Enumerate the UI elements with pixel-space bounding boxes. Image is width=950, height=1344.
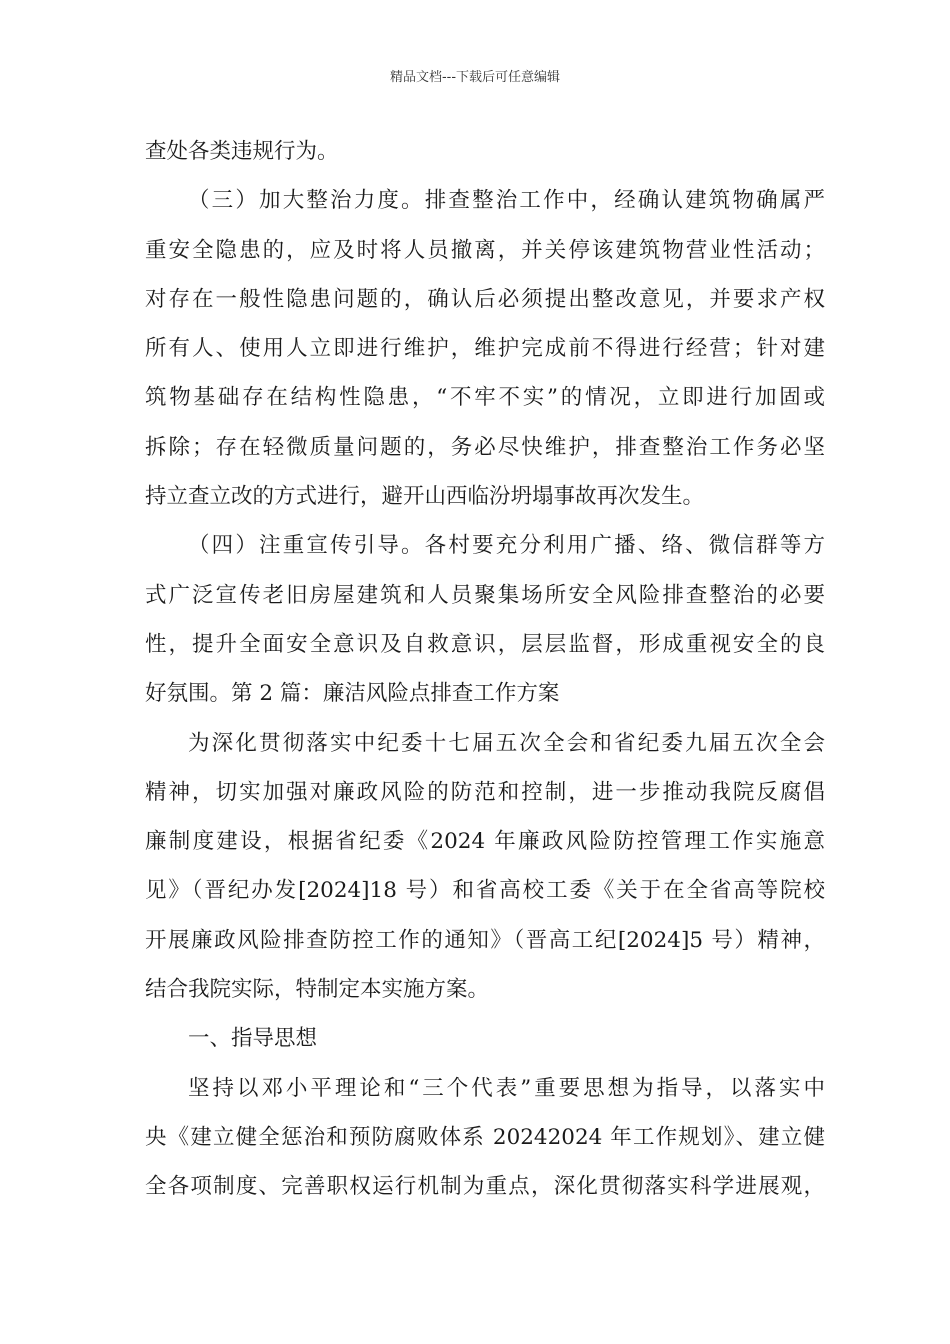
text-line-8: 持立查立改的方式进行，避开山西临汾坍塌事故再次发生。 xyxy=(145,484,705,510)
text-line-6: 筑物基础存在结构性隐患，“不牢不实”的情况，立即进行加固或 xyxy=(145,385,825,411)
text-line-11: 性，提升全面安全意识及自救意识，层层监督，形成重视安全的良 xyxy=(145,631,825,657)
text-line-16: 见》（晋纪办发[2024]18 号）和省高校工委《关于在全省高等院校 xyxy=(145,878,825,904)
section-heading: 一、指导思想 xyxy=(188,1026,318,1052)
text-line-14: 精神，切实加强对廉政风险的防范和控制，进一步推动我院反腐倡 xyxy=(145,779,825,805)
text-line-1: 查处各类违规行为。 xyxy=(145,139,339,164)
text-line-20: 坚持以邓小平理论和“三个代表”重要思想为指导，以落实中 xyxy=(188,1075,825,1101)
text-line-4: 对存在一般性隐患问题的，确认后必须提出整改意见，并要求产权 xyxy=(145,286,825,312)
document-body xyxy=(145,127,825,1212)
text-line-2: （三）加大整治力度。排查整治工作中，经确认建筑物确属严 xyxy=(188,188,825,214)
text-line-7: 拆除；存在轻微质量问题的，务必尽快维护，排查整治工作务必坚 xyxy=(145,434,825,460)
text-line-5: 所有人、使用人立即进行维护，维护完成前不得进行经营；针对建 xyxy=(145,336,825,362)
text-line-18: 结合我院实际，特制定本实施方案。 xyxy=(145,977,490,1003)
text-line-15: 廉制度建设，根据省纪委《2024 年廉政风险防控管理工作实施意 xyxy=(145,829,825,855)
text-line-22: 全各项制度、完善职权运行机制为重点，深化贯彻落实科学进展观， xyxy=(145,1174,825,1200)
text-line-21: 央《建立健全惩治和预防腐败体系 20242024 年工作规划》、建立健 xyxy=(145,1124,825,1150)
text-line-13: 为深化贯彻落实中纪委十七届五次全会和省纪委九届五次全会 xyxy=(188,730,825,756)
page-header: 精品文档---下载后可任意编辑 xyxy=(389,70,561,85)
text-line-3: 重安全隐患的，应及时将人员撤离，并关停该建筑物营业性活动； xyxy=(145,237,825,263)
text-line-17: 开展廉政风险排查防控工作的通知》（晋高工纪[2024]5 号）精神， xyxy=(145,927,825,953)
text-line-9: （四）注重宣传引导。各村要充分利用广播、络、微信群等方 xyxy=(188,533,825,559)
text-line-10: 式广泛宣传老旧房屋建筑和人员聚集场所安全风险排查整治的必要 xyxy=(145,582,825,608)
text-line-12: 好氛围。第 2 篇：廉洁风险点排查工作方案 xyxy=(145,681,560,707)
